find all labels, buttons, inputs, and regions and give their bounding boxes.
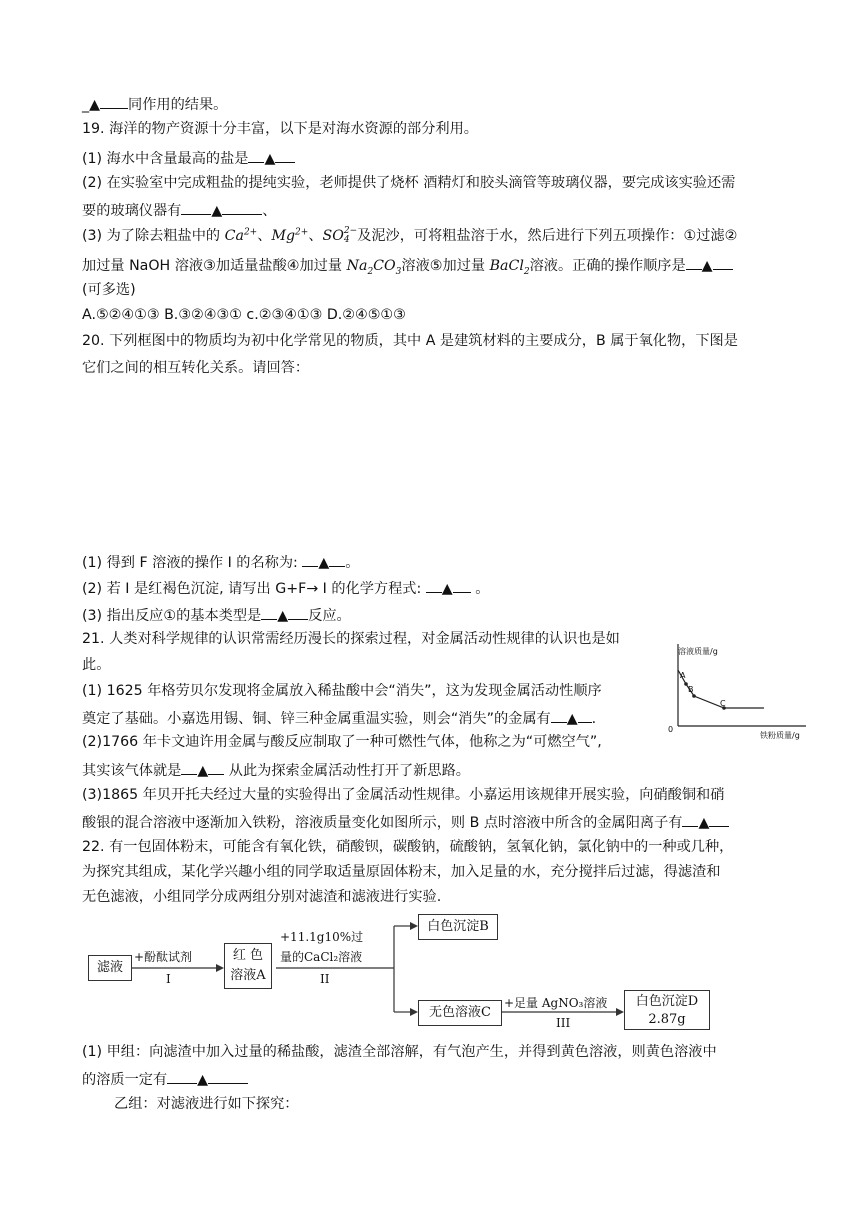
q22-intro-line1: 22. 有一包固体粉末，可能含有氧化铁，硝酸钡，碳酸钠，硫酸钠，氢氧化钠，氯化钠中的一种或几种， xyxy=(82,839,734,855)
step1-roman: I xyxy=(166,972,171,986)
q21-part2-line2: 其实该气体就是 ▲ 从此为探索金属活动性打开了新思路。 xyxy=(82,758,470,781)
step2-roman: II xyxy=(320,972,330,986)
q18-answer-line: _▲ 同作用的结果。 xyxy=(82,92,227,115)
q20-part2: (2) 若 I 是红褐色沉淀, 请写出 G+F→ I 的化学方程式: ▲ 。 xyxy=(82,576,489,599)
step2-reagent-line1: +11.1g10%过 xyxy=(280,930,364,944)
step1-reagent: +酚酞试剂 xyxy=(134,950,193,964)
graph-point-b-marker xyxy=(692,694,696,698)
box-d-line2: 2.87g xyxy=(648,1012,686,1027)
q19-part2-line1: (2) 在实验室中完成粗盐的提纯实验，老师提供了烧杯 酒精灯和胶头滴管等玻璃仪器，要完成该实验还需 xyxy=(82,175,736,191)
q21-part1-line2: 奠定了基础。小嘉选用锡、铜、锌三种金属重温实验，则会“消失”的金属有 ▲ . xyxy=(82,706,596,729)
q19-part1: (1) 海水中含量最高的盐是 ▲ xyxy=(82,146,295,169)
q20-part1: (1) 得到 F 溶液的操作 I 的名称为: ▲ 。 xyxy=(82,550,359,573)
q21-part3-line2: 酸银的混合溶液中逐渐加入铁粉，溶液质量变化如图所示，则 B 点时溶液中所含的金属阳离子有 ▲ xyxy=(82,810,729,833)
q21-part1-line1: (1) 1625 年格劳贝尔发现将金属放入稀盐酸中会“消失”，这为发现金属活动性顺序 xyxy=(82,683,602,699)
q22-intro-line2: 为探究其组成，某化学兴趣小组的同学取适量原固体粉末，加入足量的水，充分搅拌后过滤，得滤渣和 xyxy=(82,864,721,880)
q19-part3-line1: (3) 为了除去粗盐中的 $Ca^{2+}$、$Mg^{2+}$、SO 2− 4 及泥沙，可将粗盐溶于水，然后进行下列五项操作：①过滤② xyxy=(82,226,738,245)
q20-intro-line2: 它们之间的相互转化关系。请回答： xyxy=(82,360,310,376)
step3-reagent: +足量 AgNO₃溶液 xyxy=(504,996,608,1010)
q21-intro-line1: 21. 人类对科学规律的认识常需经历漫长的探索过程，对金属活动性规律的认识也是如 xyxy=(82,631,620,647)
graph-point-b: B xyxy=(688,685,694,694)
box-filtrate: 滤液 xyxy=(88,955,132,981)
q21-part2-line1: (2)1766 年卡文迪许用金属与酸反应制取了一种可燃性气体，他称之为“可燃空气”, xyxy=(82,734,602,750)
graph-point-a: A xyxy=(680,671,686,680)
q20-intro-line1: 20. 下列框图中的物质均为初中化学常见的物质，其中 A 是建筑材料的主要成分，B 属于氧化物，下图是 xyxy=(82,333,738,349)
q20-part3: (3) 指出反应①的基本类型是 ▲ 反应。 xyxy=(82,603,351,626)
q19-part3-line2: 加过量 NaOH 溶液③加适量盐酸④加过量 $Na_2CO_3$溶液⑤加过量 BaCl$_2$溶液。正确的操作顺序是 ▲ xyxy=(82,253,733,276)
q22-part1-line1: (1) 甲组：向滤渣中加入过量的稀盐酸，滤渣全部溶解，有气泡产生，并得到黄色溶液，则黄色溶液中 xyxy=(82,1044,717,1060)
step2-reagent-line2: 量的CaCl₂溶液 xyxy=(280,950,363,964)
q19-title: 19. 海洋的物产资源十分丰富，以下是对海水资源的部分利用。 xyxy=(82,121,478,137)
box-white-precipitate-b: 白色沉淀B xyxy=(418,914,498,940)
solution-mass-graph xyxy=(664,640,814,744)
filtrate-flow-diagram xyxy=(82,910,722,1034)
box-colorless-solution-c: 无色溶液C xyxy=(418,1000,502,1026)
box-red-a-line2: 溶液A xyxy=(230,968,266,983)
q22-part2-intro: 乙组：对滤液进行如下探究： xyxy=(114,1096,299,1112)
step3-roman: III xyxy=(556,1016,571,1030)
q22-intro-line3: 无色滤液，小组同学分成两组分别对滤渣和滤液进行实验. xyxy=(82,889,442,905)
graph-x-label: 铁粉质量/g xyxy=(760,731,800,740)
box-white-precipitate-d xyxy=(624,990,710,1030)
q19-options: A.⑤②④①③ B.③②④③① c.②③④①③ D.②④⑤①③ xyxy=(82,307,406,323)
box-red-solution-a xyxy=(224,943,272,989)
q19-part2-line2: 要的玻璃仪器有 ▲ 、 xyxy=(82,198,276,221)
box-d-line1: 白色沉淀D xyxy=(635,994,699,1009)
graph-origin: 0 xyxy=(668,725,674,734)
q21-intro-line2: 此。 xyxy=(82,657,111,673)
q21-part3-line1: (3)1865 年贝开托夫经过大量的实验得出了金属活动性规律。小嘉运用该规律开展实验，向硝酸铜和硝 xyxy=(82,787,725,803)
q22-part1-line2: 的溶质一定有 ▲ xyxy=(82,1067,248,1090)
graph-point-c: C xyxy=(720,699,726,708)
graph-y-label: 溶液质量/g xyxy=(678,647,718,656)
box-red-a-line1: 红 色 xyxy=(232,948,264,963)
q19-multi-select-note: (可多选) xyxy=(82,282,136,298)
